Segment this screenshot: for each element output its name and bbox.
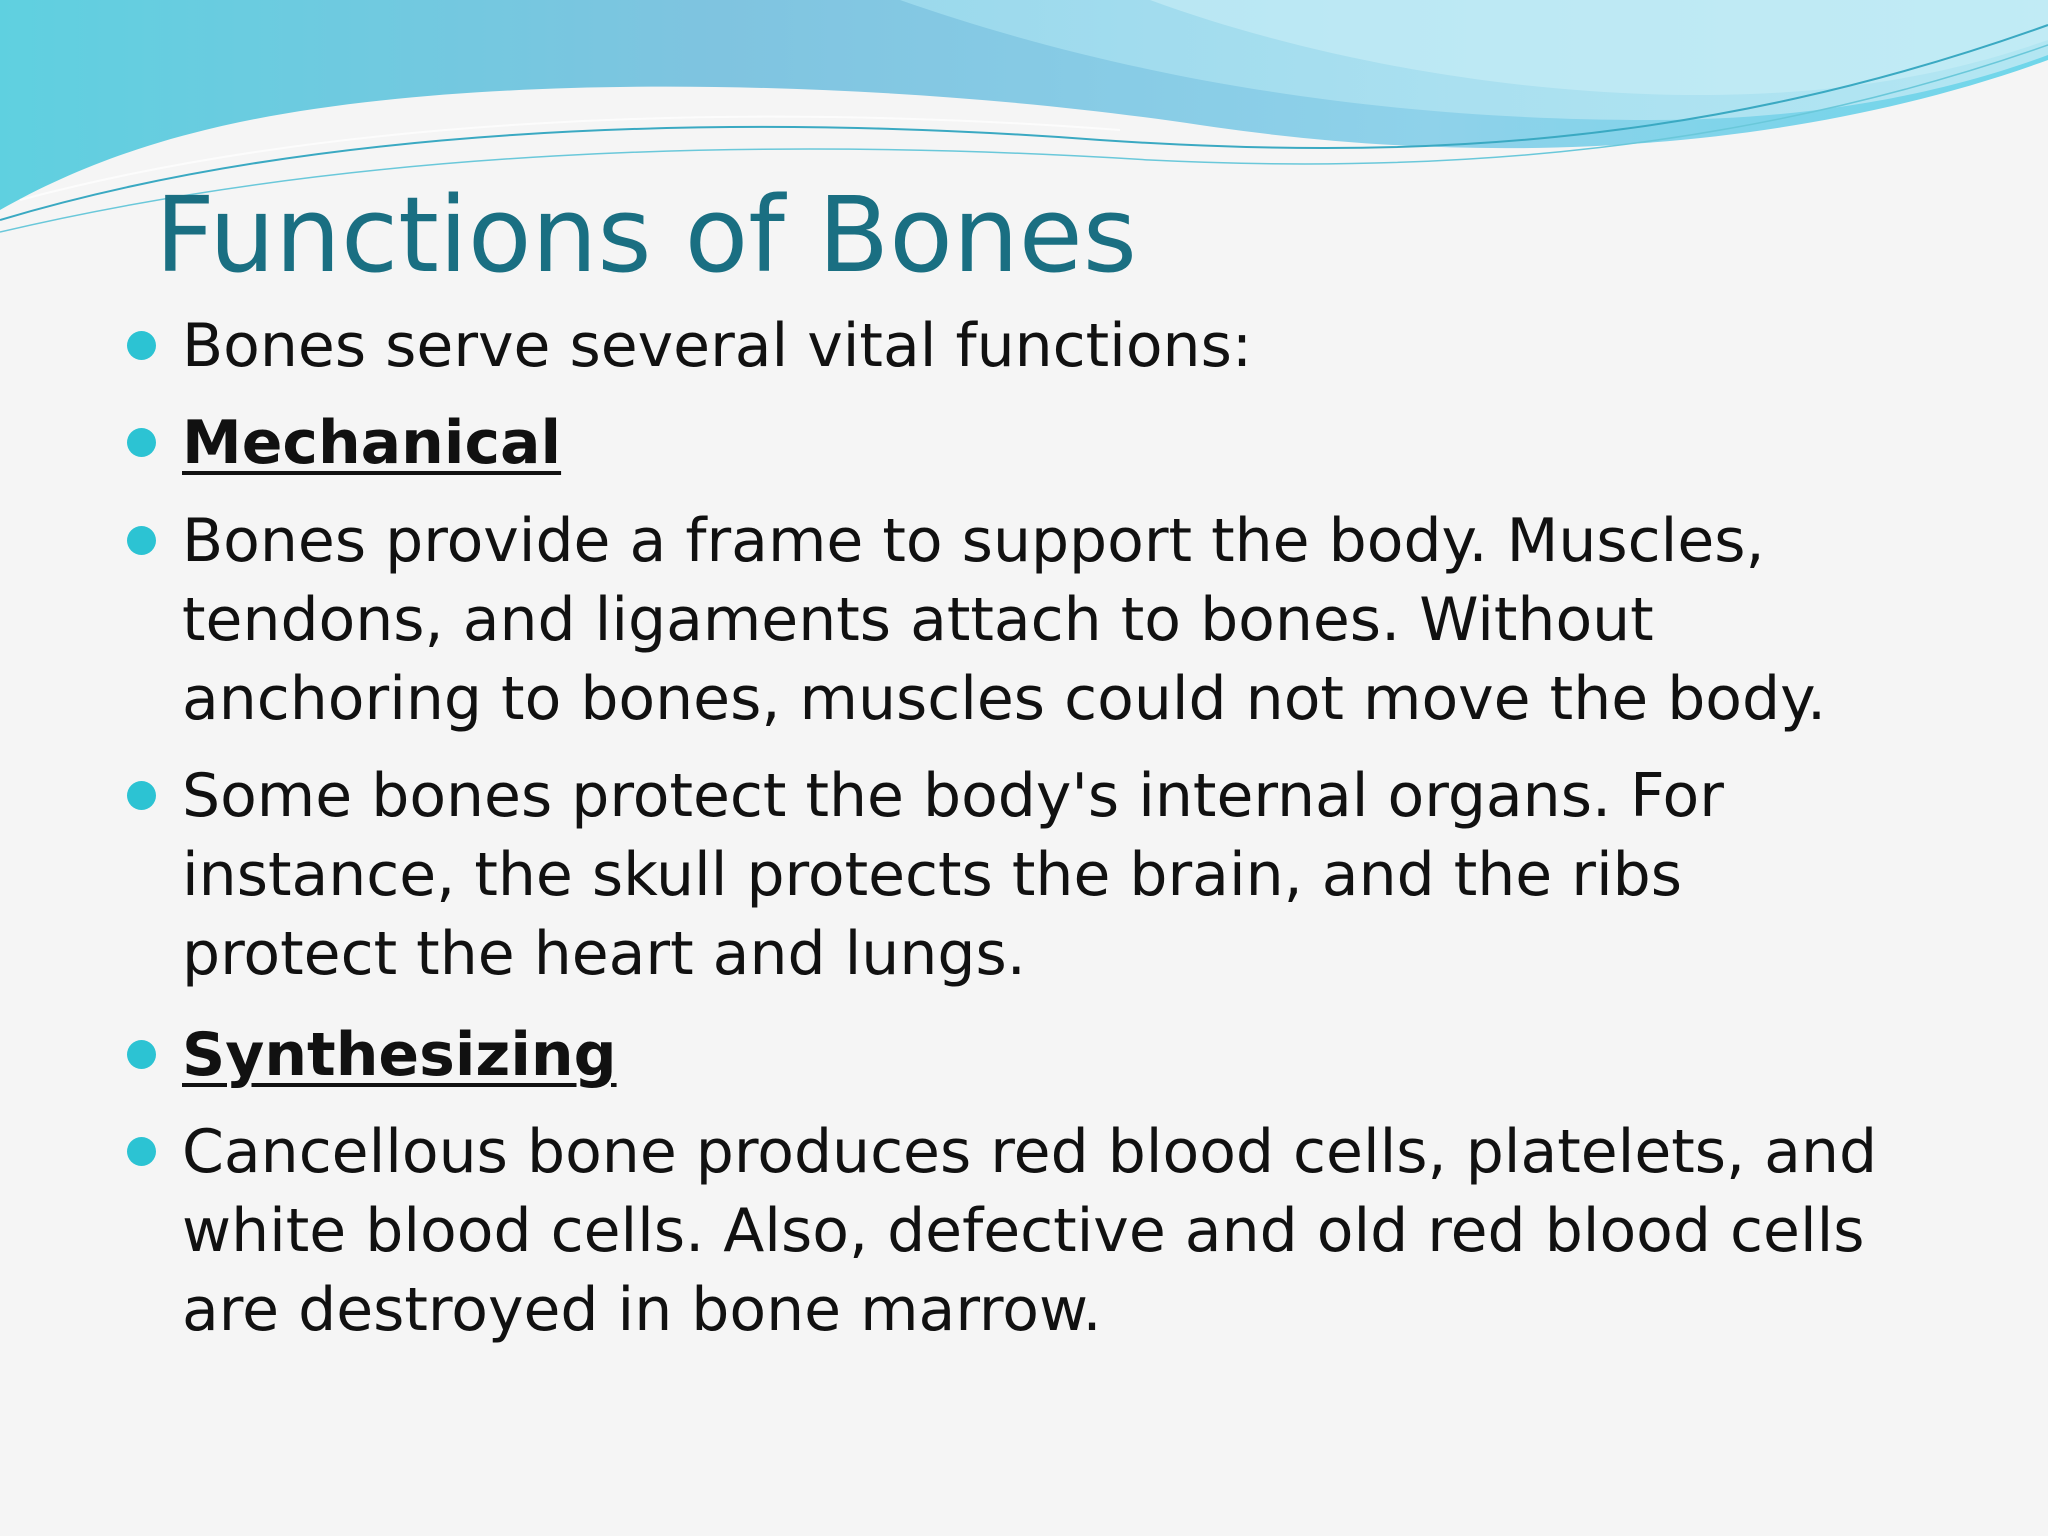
bullet-item <box>182 1113 1902 1350</box>
bullet-text-line: protect the heart and lungs. <box>182 919 1026 989</box>
section-heading-synthesizing: Synthesizing <box>182 1020 617 1090</box>
bullet-text-line: Bones provide a frame to support the body. Muscles, <box>182 506 1765 576</box>
bullet-text-line: anchoring to bones, muscles could not move the body. <box>182 664 1827 734</box>
bullet-text-line: are destroyed in bone marrow. <box>182 1275 1102 1345</box>
bullet-dot-icon <box>127 781 156 810</box>
bullet-dot-icon <box>127 526 156 555</box>
bullet-item <box>182 757 1902 994</box>
bullet-text-line: Cancellous bone produces red blood cells, platelets, and <box>182 1117 1878 1187</box>
bullet-item <box>182 404 1902 483</box>
section-heading-mechanical: Mechanical <box>182 408 562 478</box>
slide-title: Functions of Bones <box>155 174 1137 296</box>
bullet-text-line: Some bones protect the body's internal organs. For <box>182 761 1724 831</box>
bullet-item <box>182 1016 1902 1095</box>
bullet-dot-icon <box>127 331 156 360</box>
bullet-dot-icon <box>127 1137 156 1166</box>
bullet-text: Bones serve several vital functions: <box>182 311 1253 381</box>
bullet-text-line: white blood cells. Also, defective and old red blood cells <box>182 1196 1865 1266</box>
bullet-text-line: tendons, and ligaments attach to bones. Without <box>182 585 1654 655</box>
bullet-item <box>182 307 1902 386</box>
bullet-dot-icon <box>127 428 156 457</box>
bullet-item <box>182 502 1902 739</box>
bullet-dot-icon <box>127 1040 156 1069</box>
bullet-text-line: instance, the skull protects the brain, and the ribs <box>182 840 1682 910</box>
